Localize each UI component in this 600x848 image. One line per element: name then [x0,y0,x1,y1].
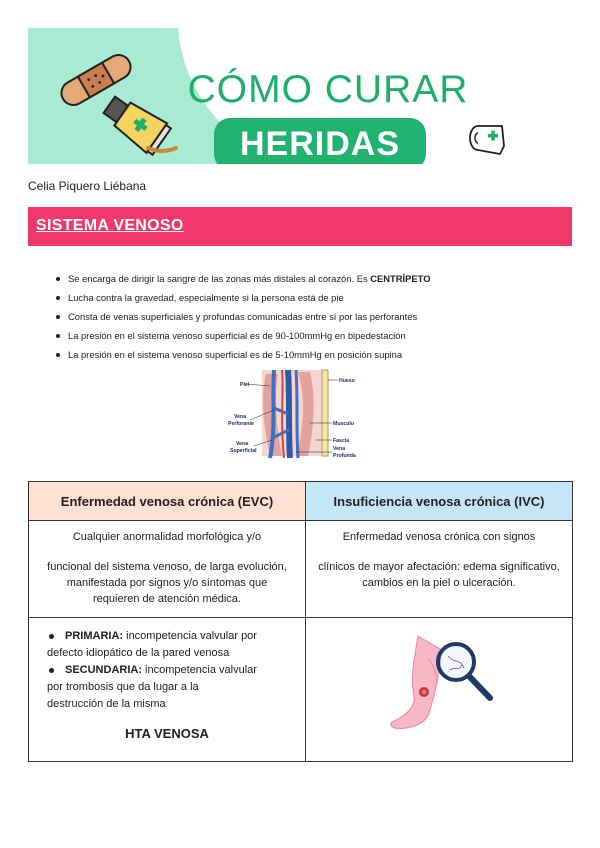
ointment-tube-icon [96,86,188,164]
comparison-table [28,481,573,762]
definition-ivc: Enfermedad venosa crónica con signos clínicos de mayor afectación: edema significativo, cambios en la piel o ulceración. [306,521,573,618]
table-row [29,521,573,618]
diagram-label-fascia: Fascia [333,438,350,444]
list-item: Consta de venas superficiales y profundas comunicadas entre sí por las perforantes [54,310,431,329]
diagram-label-hueso: Hueso [339,378,355,384]
header-evc: Enfermedad venosa crónica (EVC) [29,482,306,521]
diagram-label-superficial-2: Superficial [230,448,257,454]
diagram-label-profunda-2: Profunda [333,453,356,459]
banner-title: CÓMO CURAR [187,68,469,111]
table-header-row [29,482,573,521]
leg-illustration-cell [306,618,573,762]
list-item: SECUNDARIA: incompetencia valvular [47,662,297,679]
list-item-continuation: por trombosis que da lugar a la [47,681,199,693]
diagram-label-perforante: Vena [234,414,247,420]
gauze-roll-icon [468,120,512,160]
evc-types-cell [29,618,306,762]
list-item: PRIMARIA: incompetencia valvular por [47,628,297,645]
section-title: SISTEMA VENOSO [36,217,184,234]
list-item: La presión en el sistema venoso superficial es de 90-100mmHg en bipedestación [54,329,431,348]
facts-list [54,272,431,367]
section-header-bar [28,207,572,246]
leg-magnifier-illustration [384,630,504,734]
list-item-continuation: defecto idiopático de la pared venosa [47,647,230,659]
diagram-label-musculo: Musculo [333,421,355,427]
table-row [29,618,573,762]
diagram-label-superficial: Vena [236,441,249,447]
types-list [29,628,305,713]
definition-evc: Cualquier anormalidad morfológica y/o funcional del sistema venoso, de larga evolución, manifestada por signos y/o síntomas que requieren de atención médica. [29,521,306,618]
list-item-continuation: destrucción de la misma [47,698,166,710]
diagram-label-piel: Piel [240,382,250,388]
list-item: Se encarga de dirigir la sangre de las zonas más distales al corazón. Es CENTRÍPETO [54,272,431,291]
venous-system-diagram [226,368,376,460]
diagram-label-profunda: Vena [333,446,346,452]
diagram-label-perforante-2: Perforante [228,421,254,427]
banner-subtitle-pill: HERIDAS [214,118,426,164]
list-item: La presión en el sistema venoso superficial es de 5-10mmHg en posición supina [54,348,431,367]
list-item: Lucha contra la gravedad, especialmente si la persona está de pie [54,291,431,310]
header-banner [28,28,572,164]
hta-venosa-label: HTA VENOSA [125,726,209,741]
author-name: Celia Piquero Liébana [28,179,147,193]
header-ivc: Insuficiencia venosa crónica (IVC) [306,482,573,521]
